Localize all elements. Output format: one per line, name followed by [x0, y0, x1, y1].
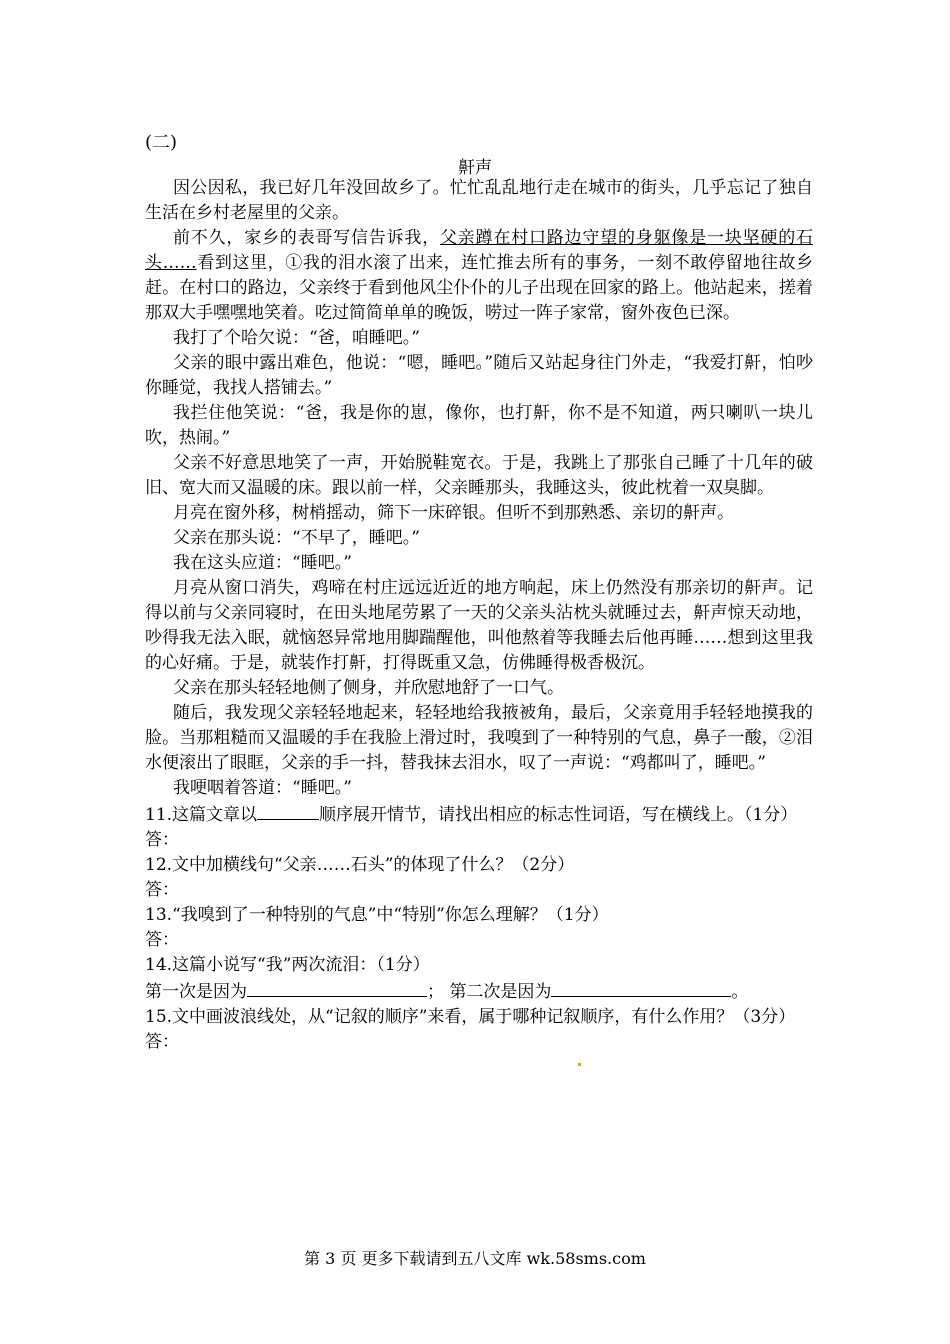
first-reason-label: 第一次是因为	[145, 982, 247, 1002]
question-12: 12.文中加横线句“父亲……石头”的体现了什么？（2分）	[145, 855, 575, 875]
answer-13-label: 答：	[145, 930, 179, 950]
article-title: 鼾声	[458, 158, 492, 178]
sentence-end: 。	[731, 982, 749, 1002]
paragraph-5: 我拦住他笑说：“爸，我是你的崽，像你，也打鼾，你不是不知道，两只喇叭一块儿吹，热闹。”	[145, 403, 813, 448]
answer-blank	[257, 801, 319, 820]
underlined-sentence: 父亲蹲在村口路边守望的身躯像是一块坚硬的石头……	[145, 228, 813, 273]
page-footer: 第 3 页 更多下载请到五八文库 wk.58sms.com	[304, 1249, 646, 1268]
question-11-rest: 顺序展开情节，请找出相应的标志性词语，写在横线上。（1分）	[319, 805, 798, 825]
section-label: (二)	[145, 132, 178, 153]
paragraph-11: 父亲在那头轻轻地侧了侧身，并欣慰地舒了一口气。	[173, 678, 564, 698]
paragraph-7: 月亮在窗外移，树梢摇动，筛下一床碎银。但听不到那熟悉、亲切的鼾声。	[173, 503, 734, 523]
question-11	[145, 801, 813, 828]
article-body	[145, 176, 813, 1055]
second-reason-label: ； 第二次是因为	[427, 982, 552, 1002]
paragraph-10: 月亮从窗口消失，鸡啼在村庄远远近近的地方响起，床上仍然没有那亲切的鼾声。记得以前与父亲同寝时，在田头地尾劳累了一天的父亲头沾枕头就睡过去，鼾声惊天动地，吵得我无法入眠，就恼怒异常地用脚踹醒他，叫他熬着等我睡去后他再睡……想到这里我的心好痛。于是，就装作打鼾，打得既重又急，仿佛睡得极香极沉。	[145, 578, 813, 673]
answer-blank	[551, 978, 731, 997]
answer-blank	[247, 978, 427, 997]
paragraph-2-rest: 看到这里，①我的泪水滚了出来，连忙推去所有的事务，一刻不敢停留地往故乡赶。在村口的路边，父亲终于看到他风尘仆仆的儿子出现在回家的路上。他站起来，搓着那双大手嘿嘿地笑着。吃过简简单单的晚饭，唠过一阵子家常，窗外夜色已深。	[145, 253, 814, 323]
paragraph-9: 我在这头应道：“睡吧。”	[173, 553, 352, 573]
answer-11-label: 答：	[145, 830, 179, 850]
question-13: 13.“我嗅到了一种特别的气息”中“特别”你怎么理解？（1分）	[145, 905, 609, 925]
paragraph-1: 因公因私，我已好几年没回故乡了。忙忙乱乱地行走在城市的街头，几乎忘记了独自生活在乡村老屋里的父亲。	[145, 178, 813, 223]
paragraph-4: 父亲的眼中露出难色，他说：“嗯，睡吧。”随后又站起身往门外走，“我爱打鼾，怕吵你睡觉，我找人搭铺去。”	[145, 353, 813, 398]
answer-12-label: 答：	[145, 880, 179, 900]
stray-mark	[578, 1063, 581, 1066]
paragraph-12: 随后，我发现父亲轻轻地起来，轻轻地给我掖被角，最后，父亲竟用手轻轻地摸我的脸。当那粗糙而又温暖的手在我脸上滑过时，我嗅到了一种特别的气息，鼻子一酸，②泪水便滚出了眼眶，父亲的手一抖，替我抹去泪水，叹了一声说：“鸡都叫了，睡吧。”	[145, 703, 813, 773]
paragraph-3: 我打了个哈欠说：“爸，咱睡吧。”	[173, 328, 420, 348]
paragraph-13: 我哽咽着答道：“睡吧。”	[173, 778, 352, 798]
paragraph-8: 父亲在那头说：“不早了，睡吧。”	[173, 528, 420, 548]
question-15: 15.文中画波浪线处，从“记叙的顺序”来看，属于哪种记叙顺序，有什么作用？（3分）	[145, 1007, 796, 1027]
paragraph-6: 父亲不好意思地笑了一声，开始脱鞋宽衣。于是，我跳上了那张自己睡了十几年的破旧、宽大而又温暖的床。跟以前一样，父亲睡那头，我睡这头，彼此枕着一双臭脚。	[145, 453, 813, 498]
question-11-lead: 11.这篇文章以	[145, 805, 258, 825]
paragraph-2-lead: 前不久，家乡的表哥写信告诉我，	[173, 228, 440, 248]
answer-15-label: 答：	[145, 1032, 179, 1052]
question-14: 14.这篇小说写“我”两次流泪：（1分）	[145, 955, 430, 975]
question-14-answers	[145, 978, 813, 1005]
paragraph-2	[145, 226, 813, 326]
